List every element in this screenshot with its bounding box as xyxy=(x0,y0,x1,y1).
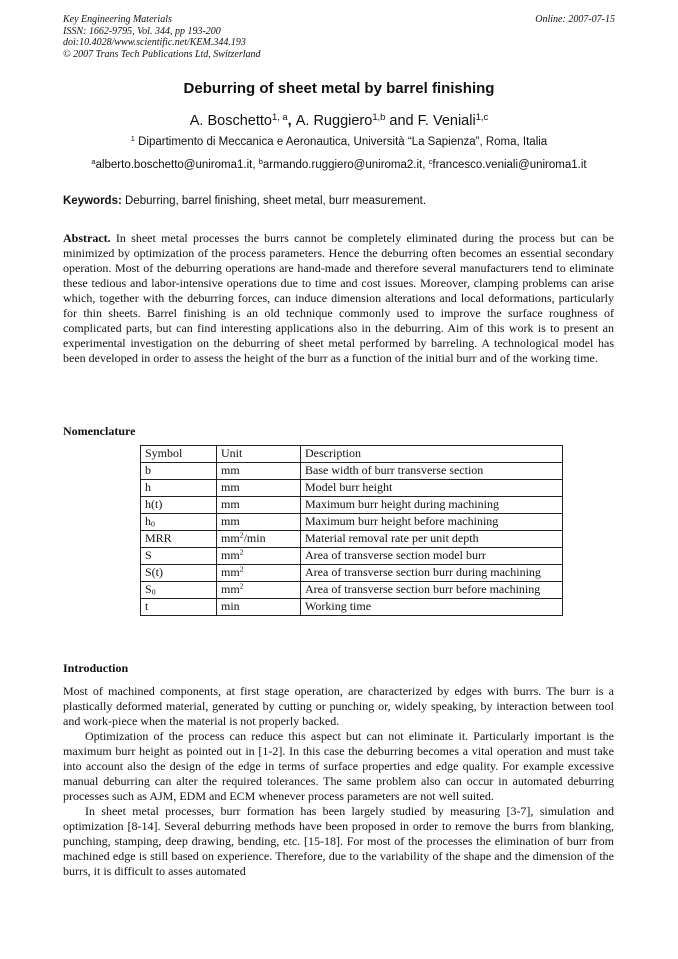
keywords xyxy=(63,195,615,207)
email-link[interactable]: armando.ruggiero@uniroma2.it, xyxy=(262,159,429,171)
description-cell: Material removal rate per unit depth xyxy=(301,531,563,548)
description-cell: Base width of burr transverse section xyxy=(301,463,563,480)
introduction-body xyxy=(63,684,614,879)
table-row xyxy=(141,497,563,514)
unit-cell: $mm^2/\min$ xyxy=(217,531,301,548)
paragraph: Most of machined components, at first stage operation, are characterized by edges with burrs. The burr is a plastically deformed material, generated by cutting or punching or, widely speaking, by interaction between tool and work-piece when the material is not properly backed. xyxy=(63,684,614,728)
author-separator: and xyxy=(385,113,418,129)
author-emails xyxy=(0,156,678,171)
unit-cell: mm xyxy=(217,480,301,497)
symbol-cell: S(t) xyxy=(141,565,217,582)
author-affil-mark: 1,b xyxy=(372,110,386,122)
abstract-label: Abstract. xyxy=(63,231,111,245)
symbol-cell: MRR xyxy=(141,531,217,548)
issn-line: ISSN: 1662-9795, Vol. 344, pp 193-200 xyxy=(63,25,221,37)
table-row xyxy=(141,463,563,480)
journal-header xyxy=(63,14,615,60)
unit-cell: $mm^2$ xyxy=(217,582,301,599)
author-name: F. Veniali xyxy=(417,113,476,129)
paper-title: Deburring of sheet metal by barrel finishing xyxy=(183,80,495,97)
table-row xyxy=(141,514,563,531)
nomenclature-heading: Nomenclature xyxy=(63,424,136,438)
author-separator: , xyxy=(287,113,296,129)
header-cell-symbol: Symbol xyxy=(141,446,217,463)
unit-cell: $mm^2$ xyxy=(217,548,301,565)
symbol-cell: $h_0$ xyxy=(141,514,217,531)
header-cell-unit: Unit xyxy=(217,446,301,463)
description-cell: Area of transverse section model burr xyxy=(301,548,563,565)
symbol-cell: t xyxy=(141,599,217,616)
table-row xyxy=(141,548,563,565)
online-date: Online: 2007-07-15 xyxy=(535,14,615,25)
email-mark: c xyxy=(428,156,433,166)
abstract xyxy=(63,231,614,366)
affiliation-mark: 1 xyxy=(130,133,135,143)
doi-line: doi:10.4028/www.scientific.net/KEM.344.193 xyxy=(63,37,246,48)
unit-cell: mm xyxy=(217,497,301,514)
journal-name: Key Engineering Materials xyxy=(63,14,172,25)
author-list xyxy=(0,110,678,129)
nomenclature-table xyxy=(140,445,563,616)
table-row xyxy=(141,531,563,548)
symbol-cell: h(t) xyxy=(141,497,217,514)
table-row xyxy=(141,599,563,616)
unit-cell: $mm^2$ xyxy=(217,565,301,582)
affiliation xyxy=(0,133,678,148)
email-link[interactable]: alberto.boschetto@uniroma1.it, xyxy=(95,159,259,171)
introduction-heading: Introduction xyxy=(63,661,129,675)
unit-cell: min xyxy=(217,599,301,616)
copyright-line: © 2007 Trans Tech Publications Ltd, Switzerland xyxy=(63,48,261,60)
symbol-cell: h xyxy=(141,480,217,497)
unit-cell: mm xyxy=(217,514,301,531)
abstract-text: In sheet metal processes the burrs cannot be completely eliminated during the process but can be minimized by optimization of the process parameters. Hence the deburring often becomes an essential secondary operation. Most of the deburring operations are hand-made and therefore several manufacturers tend to eliminate these tedious and labor-intensive operations due to time and cost issues. Moreover, clamping problems can arise which, together with the deburring forces, can induce dimension alterations and local deformations, particularly for thin sheets. Barrel finishing is an old technique commonly used to improve the surface roughness of complicated parts, but can find interesting applications also in the deburring. Aim of this work is to present an experimental investigation on the deburring of sheet metal performed by barreling. A technological model has been developed in order to assess the height of the burr as a function of the initial burr and of the working time. xyxy=(63,231,614,365)
table-row xyxy=(141,480,563,497)
description-cell: Area of transverse section burr before machining xyxy=(301,582,563,599)
author-affil-mark: 1,c xyxy=(475,110,489,122)
symbol-cell: $S_0$ xyxy=(141,582,217,599)
symbol-cell: S xyxy=(141,548,217,565)
unit-cell: mm xyxy=(217,463,301,480)
description-cell: Maximum burr height before machining xyxy=(301,514,563,531)
table-row xyxy=(141,582,563,599)
email-link[interactable]: francesco.veniali@uniroma1.it xyxy=(432,159,587,171)
description-cell: Maximum burr height during machining xyxy=(301,497,563,514)
header-cell-description: Description xyxy=(301,446,563,463)
paragraph: In sheet metal processes, burr formation has been largely studied by measuring [3-7], simulation and optimization [8-14]. Several deburring methods have been proposed in order to remove the burrs from blanking, punching, stamping, deep drawing, bending, etc. [15-18]. For most of the processes the elimination of burr from machined edge is still based on experience. Therefore, due to the variability of the shape and the dimension of the burrs, it is difficult to asses automated xyxy=(63,804,614,878)
keywords-text: Deburring, barrel finishing, sheet metal, burr measurement. xyxy=(121,195,427,207)
author-name: A. Boschetto xyxy=(189,113,272,129)
author-name: A. Ruggiero xyxy=(295,113,373,129)
symbol-cell: b xyxy=(141,463,217,480)
table-row xyxy=(141,565,563,582)
author-affil-mark: 1, a xyxy=(271,110,288,122)
paragraph: Optimization of the process can reduce this aspect but can not eliminate it. Particularly important is the maximum burr height as pointed out in [1-2]. In this case the deburring becomes a vital operation and must take into account also the design of the edge in terms of surface properties and edge quality. For example excessive manual deburring can alter the required tolerances. The same problem also can occur in automated deburring processes such as AJM, EDM and ECM whenever process parameters are not well suited. xyxy=(63,729,614,803)
email-mark: a xyxy=(91,156,96,166)
affiliation-text: Dipartimento di Meccanica e Aeronautica, Università “La Sapienza”, Roma, Italia xyxy=(134,136,548,148)
description-cell: Area of transverse section burr during machining xyxy=(301,565,563,582)
keywords-label: Keywords: xyxy=(63,195,122,207)
email-mark: b xyxy=(258,156,263,166)
description-cell: Model burr height xyxy=(301,480,563,497)
table-header-row xyxy=(141,446,563,463)
description-cell: Working time xyxy=(301,599,563,616)
